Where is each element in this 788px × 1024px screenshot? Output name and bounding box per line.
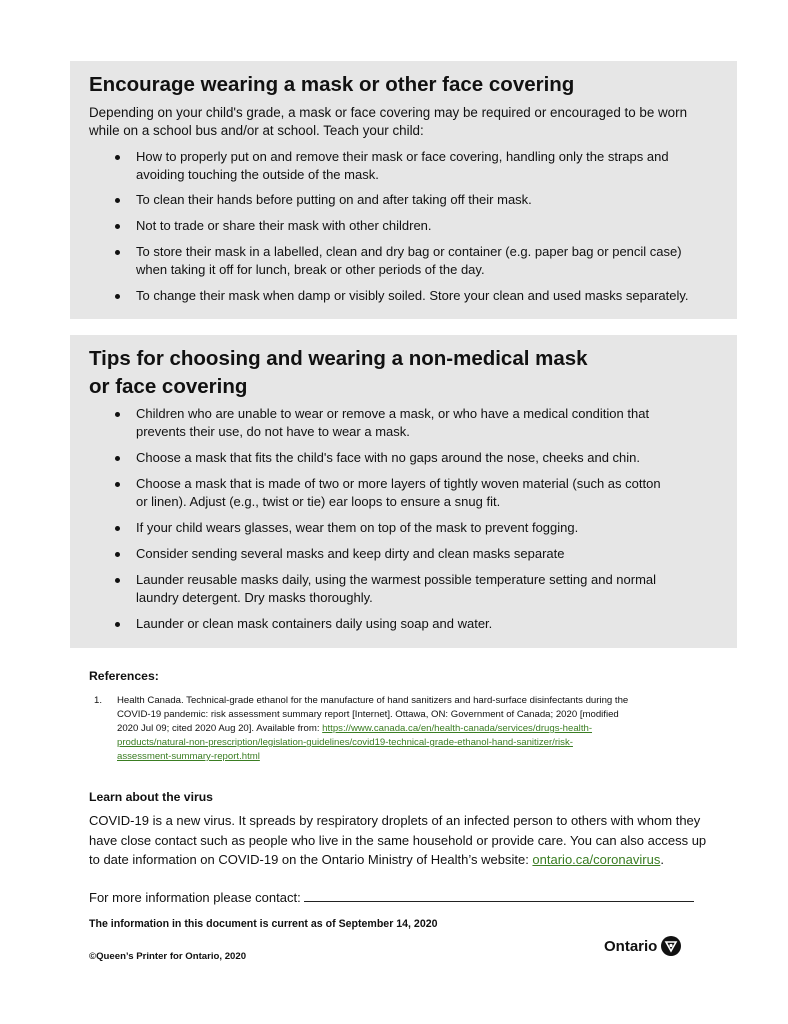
bullet-icon [115, 552, 120, 557]
bullet-icon [115, 294, 120, 299]
contact-label: For more information please contact: [89, 890, 305, 905]
bullet-icon [115, 578, 120, 583]
bullet-icon [115, 224, 120, 229]
list-item-text: avoiding touching the outside of the mask. [136, 167, 379, 182]
list-item-text: Choose a mask that is made of two or more layers of tightly woven material (such as cotton [136, 476, 661, 491]
bullet-icon [115, 456, 120, 461]
list-item-text: Not to trade or share their mask with other children. [136, 218, 432, 233]
list-item [136, 243, 696, 279]
bullet-icon [115, 198, 120, 203]
list-item-text: To store their mask in a labelled, clean and dry bag or container (e.g. paper bag or pencil case) [136, 244, 682, 259]
list-item [136, 405, 696, 441]
list-item [136, 287, 696, 305]
reference-link[interactable]: https://www.canada.ca/en/health-canada/services/drugs-health- [322, 723, 593, 734]
bullet-icon [115, 412, 120, 417]
list-item [136, 545, 696, 563]
tips-section-title [89, 345, 588, 401]
list-item-text: To clean their hands before putting on and after taking off their mask. [136, 192, 532, 207]
list-item [136, 449, 696, 467]
mask-section [70, 61, 737, 319]
copyright: ©Queen’s Printer for Ontario, 2020 [89, 951, 247, 962]
list-item-text: laundry detergent. Dry masks thoroughly. [136, 590, 373, 605]
bullet-icon [115, 250, 120, 255]
list-item [136, 191, 696, 209]
list-item-text: To change their mask when damp or visibly soiled. Store your clean and used masks separately. [136, 288, 689, 303]
list-item-text: Choose a mask that fits the child's face with no gaps around the nose, cheeks and chin. [136, 450, 641, 465]
list-item-text: How to properly put on and remove their mask or face covering, handling only the straps and [136, 149, 669, 164]
list-item-text: Launder or clean mask containers daily using soap and water. [136, 616, 493, 631]
list-item [136, 571, 696, 607]
mask-section-intro-line2: while on a school bus and/or at school. Teach your child: [89, 123, 424, 138]
reference-number: 1. [94, 695, 103, 706]
contact-row [89, 890, 694, 905]
list-item-text: Children who are unable to wear or remove a mask, or who have a medical condition that [136, 406, 650, 421]
list-item-text: or linen). Adjust (e.g., twist or tie) ear loops to ensure a snug fit. [136, 494, 501, 509]
tips-title-line2: or face covering [89, 375, 248, 398]
reference-link-end[interactable]: assessment-summary-report.html [117, 751, 260, 762]
list-item-text: If your child wears glasses, wear them on top of the mask to prevent fogging. [136, 520, 579, 535]
learn-title: Learn about the virus [89, 790, 213, 804]
ontario-logo [604, 936, 681, 956]
trillium-icon [661, 936, 681, 956]
list-item [136, 519, 696, 537]
mask-section-title: Encourage wearing a mask or other face covering [89, 73, 575, 96]
ontario-coronavirus-link[interactable]: ontario.ca/coronavirus [532, 852, 661, 867]
bullet-icon [115, 622, 120, 627]
reference-item [117, 694, 717, 764]
ontario-logo-text: Ontario [604, 937, 658, 955]
list-item [136, 615, 696, 633]
reference-text: 2020 Jul 09; cited 2020 Aug 20]. Available from: [117, 723, 323, 734]
contact-blank-line [304, 891, 694, 902]
learn-body [89, 811, 729, 870]
list-item-text: Consider sending several masks and keep dirty and clean masks separate [136, 546, 565, 561]
learn-text: have close contact such as people who live in the same household or provide care. You can also access up [89, 832, 707, 848]
reference-link-cont[interactable]: products/natural-non-prescription/legislation-guidelines/covid19-technical-grade-ethanol-hand-sanitizer/risk- [117, 737, 573, 748]
reference-text: COVID-19 pandemic: risk assessment summary report [Internet]. Ottawa, ON: Government of Canada; 2020 [modified [117, 709, 619, 720]
list-item [136, 148, 696, 184]
bullet-icon [115, 155, 120, 160]
learn-text: . [660, 852, 664, 867]
reference-text: Health Canada. Technical-grade ethanol for the manufacture of hand sanitizers and hard-surface disinfectants during the [117, 695, 629, 706]
list-item-text: Launder reusable masks daily, using the warmest possible temperature setting and normal [136, 572, 657, 587]
list-item [136, 475, 696, 511]
mask-section-intro-line1: Depending on your child's grade, a mask or face covering may be required or encouraged to be worn [89, 105, 688, 120]
learn-text: COVID-19 is a new virus. It spreads by respiratory droplets of an infected person to others with whom they [89, 813, 701, 828]
list-item-text: when taking it off for lunch, break or other periods of the day. [136, 262, 485, 277]
bullet-icon [115, 526, 120, 531]
current-date-note: The information in this document is current as of September 14, 2020 [89, 918, 438, 930]
learn-text: to date information on COVID-19 on the Ontario Ministry of Health’s website: [89, 852, 533, 867]
list-item [136, 217, 696, 235]
references-title: References: [89, 669, 159, 683]
tips-title-line1: Tips for choosing and wearing a non-medical mask [89, 347, 588, 370]
list-item-text: prevents their use, do not have to wear a mask. [136, 424, 410, 439]
bullet-icon [115, 482, 120, 487]
